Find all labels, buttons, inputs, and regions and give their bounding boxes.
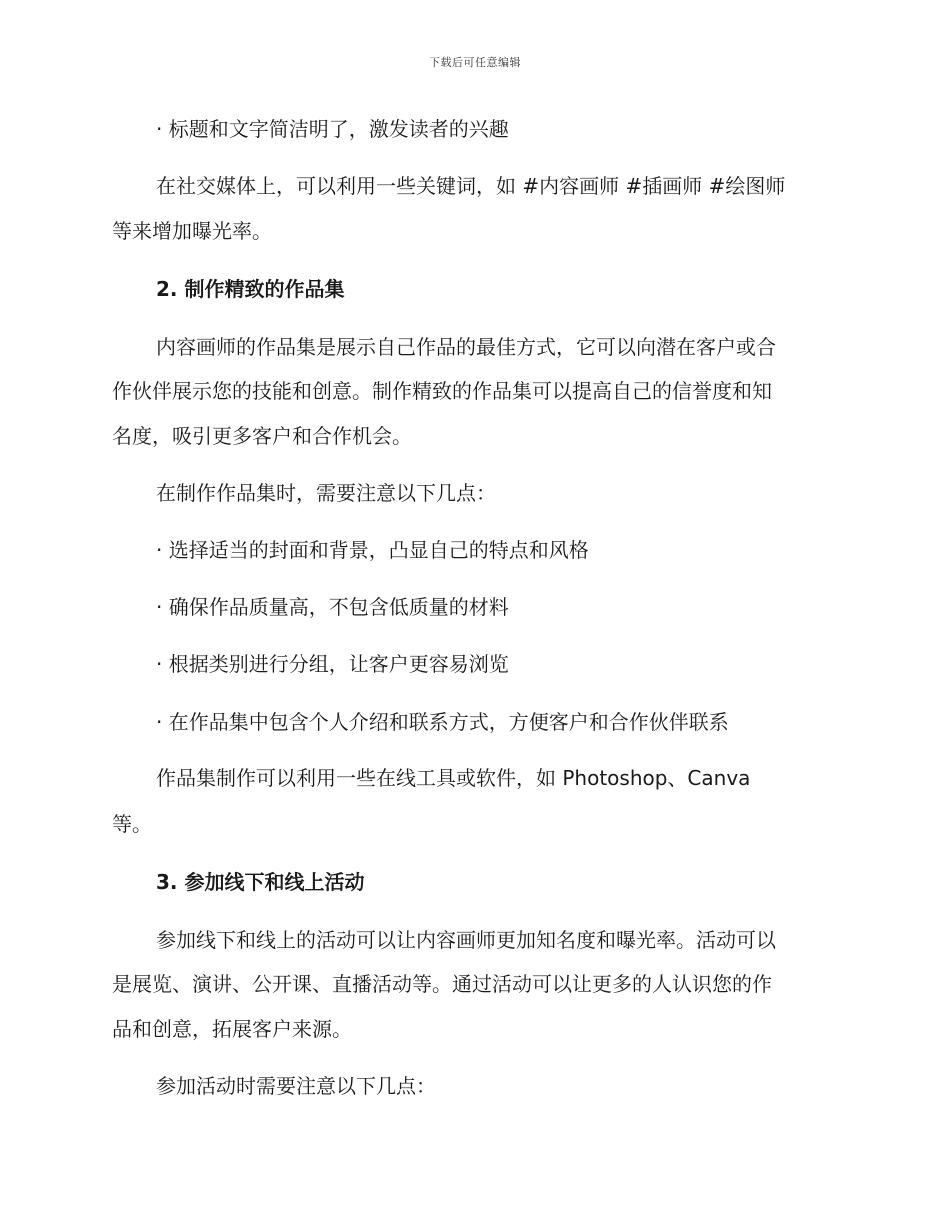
- paragraph-line: 等来增加曝光率。: [112, 219, 272, 243]
- bullet-item: · 标题和文字简洁明了，激发读者的兴趣: [156, 117, 509, 141]
- section-heading: 3. 参加线下和线上活动: [156, 870, 365, 894]
- paragraph-line: 等。: [112, 812, 152, 836]
- section-heading: 2. 制作精致的作品集: [156, 277, 345, 301]
- page-header: 下载后可任意编辑: [429, 56, 521, 69]
- paragraph-line: 名度，吸引更多客户和合作机会。: [112, 424, 412, 448]
- paragraph-line: 品和创意，拓展客户来源。: [112, 1017, 352, 1041]
- paragraph-line: 作伙伴展示您的技能和创意。制作精致的作品集可以提高自己的信誉度和知: [112, 379, 772, 403]
- paragraph-line: 在社交媒体上，可以利用一些关键词，如 #内容画师 #插画师 #绘图师: [156, 174, 786, 198]
- bullet-item: · 根据类别进行分组，让客户更容易浏览: [156, 652, 509, 676]
- bullet-item: · 确保作品质量高，不包含低质量的材料: [156, 595, 509, 619]
- paragraph-line: 参加活动时需要注意以下几点：: [156, 1074, 436, 1098]
- bullet-item: · 选择适当的封面和背景，凸显自己的特点和风格: [156, 538, 589, 562]
- paragraph-line: 作品集制作可以利用一些在线工具或软件，如 Photoshop、Canva: [156, 766, 751, 790]
- paragraph-line: 是展览、演讲、公开课、直播活动等。通过活动可以让更多的人认识您的作: [112, 972, 772, 996]
- paragraph-line: 内容画师的作品集是展示自己作品的最佳方式，它可以向潜在客户或合: [156, 335, 776, 359]
- paragraph-line: 参加线下和线上的活动可以让内容画师更加知名度和曝光率。活动可以: [156, 928, 776, 952]
- bullet-item: · 在作品集中包含个人介绍和联系方式，方便客户和合作伙伴联系: [156, 710, 729, 734]
- paragraph-line: 在制作作品集时，需要注意以下几点：: [156, 481, 496, 505]
